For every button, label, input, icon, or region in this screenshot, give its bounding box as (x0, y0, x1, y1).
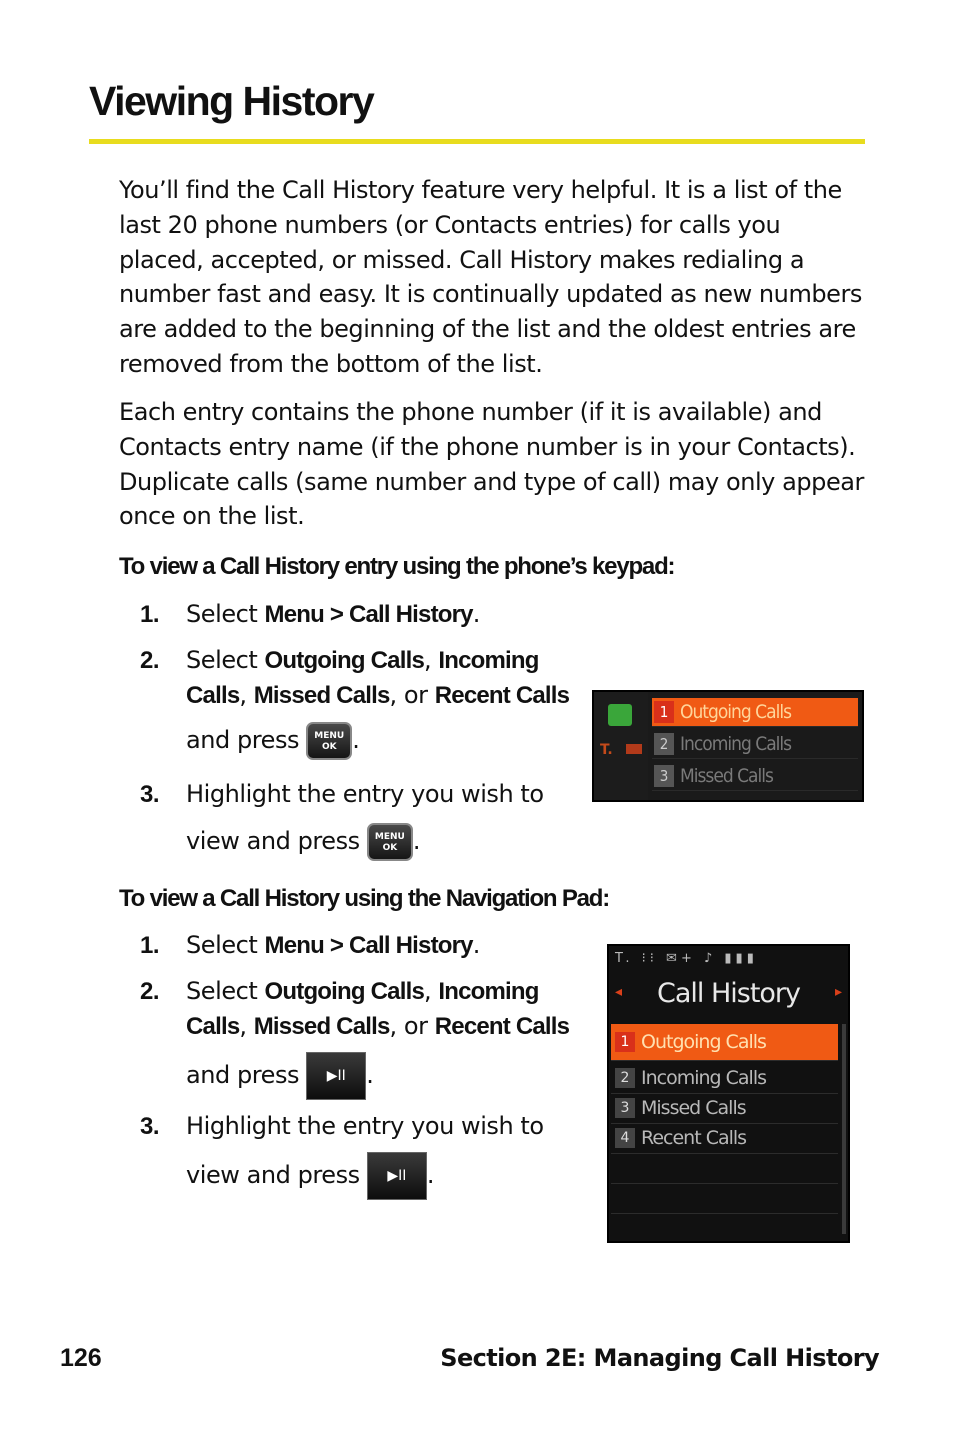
keypad-heading: To view a Call History entry using the phone’s keypad: (119, 553, 675, 580)
intro-paragraph: You’ll find the Call History feature very helpful. It is a list of the last 20 phone numbers (or Contacts entries) for calls you placed, accepted, or missed. Call History makes redialing a number fast and easy. It is continually updated as new numbers are added to the beginning of the list and the oldest entries are removed from the bottom of the list. (119, 176, 862, 378)
nav-heading: To view a Call History using the Navigation Pad: (119, 885, 610, 912)
play-pause-key-icon: ▶II (367, 1152, 427, 1200)
scrollbar (842, 1024, 846, 1234)
list-item-empty (611, 1184, 838, 1214)
list-item: 2 Incoming Calls (652, 730, 858, 759)
list-item: 1 Outgoing Calls (652, 698, 858, 727)
screen-title: Call History (656, 978, 801, 1009)
signal-icon: T. (600, 742, 613, 758)
phone-icon (608, 704, 632, 726)
right-arrow-icon: ▸ (834, 984, 842, 1000)
section-label: Section 2E: Managing Call History (440, 1344, 879, 1372)
list-item: 3 Missed Calls (652, 762, 858, 791)
page-number: 126 (60, 1344, 102, 1372)
menu-ok-key-icon: MENU OK (306, 722, 352, 760)
list-item-empty (611, 1154, 838, 1184)
play-pause-key-icon: ▶II (306, 1052, 366, 1100)
entry-paragraph: Each entry contains the phone number (if it is available) and Contacts entry name (if the phone number is in your Contacts). Duplicate calls (same number and type of call) may only appear once on the list. (119, 398, 864, 531)
list-item: 1 Outgoing Calls (611, 1024, 838, 1061)
menu-ok-key-icon: MENU OK (367, 823, 413, 861)
title-rule (89, 139, 865, 144)
list-item: 2 Incoming Calls (611, 1064, 838, 1094)
status-bar: T. ⁝⁝ ✉+ ♪ ▮▮▮ (615, 951, 758, 966)
battery-icon (626, 744, 642, 754)
list-item: 4 Recent Calls (611, 1124, 838, 1154)
left-arrow-icon: ◂ (615, 984, 623, 1000)
call-history-screen-screenshot (607, 944, 850, 1243)
page-title: Viewing History (89, 78, 374, 124)
call-history-menu-screenshot (592, 690, 864, 802)
list-item: 3 Missed Calls (611, 1094, 838, 1124)
